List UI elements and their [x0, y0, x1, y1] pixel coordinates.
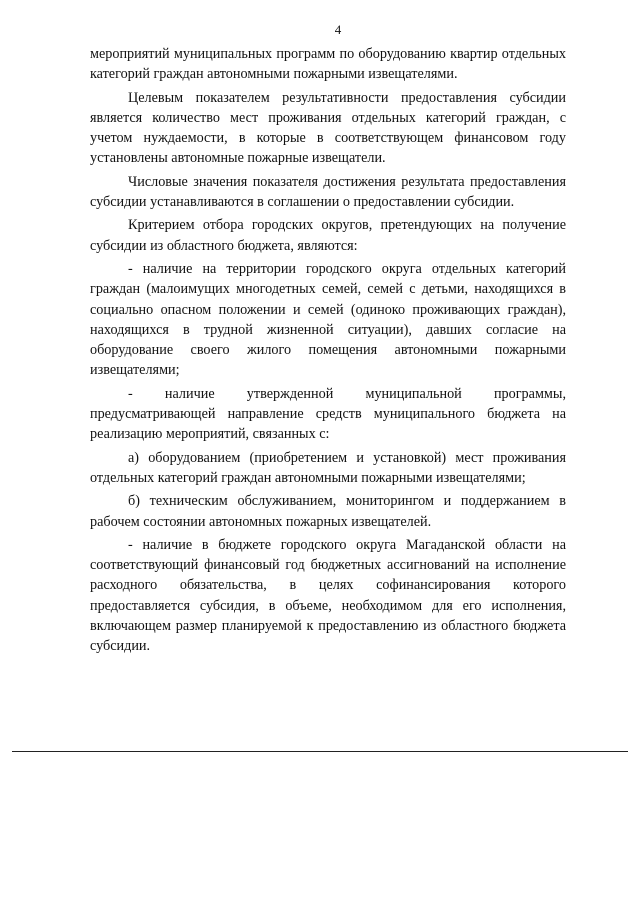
subitem-b-maintenance: б) техническим обслуживанием, мониторингом и поддержанием в рабочем состоянии автономных пожарных извещателей. — [90, 493, 566, 530]
subitem-a-equipment: а) оборудованием (приобретением и установкой) мест проживания отдельных категорий граждан автономными пожарными извещателями; — [90, 449, 566, 486]
paragraph-continuation: мероприятий муниципальных программ по оборудованию квартир отдельных категорий граждан автономными пожарными извещателями. — [90, 46, 566, 83]
paragraph-selection-criteria: Критерием отбора городских округов, претендующих на получение субсидии из областного бюджета, являются: — [90, 217, 566, 254]
footer-divider — [12, 751, 628, 752]
criterion-item-budget: - наличие в бюджете городского округа Магаданской области на соответствующий финансовый год бюджетных ассигнований на исполнение расходного обязательства, в целях софинансирования которого предоставляется субсидия, в объеме, необходимом для его исполнения, включающем размер планируемой к предоставлению из областного бюджета субсидии. — [90, 536, 566, 655]
paragraph-indicator-values: Числовые значения показателя достижения результата предоставления субсидии устанавливаются в соглашении о предоставлении субсидии. — [90, 173, 566, 211]
document-body — [90, 44, 566, 657]
paragraph-target-indicator: Целевым показателем результативности предоставления субсидии является количество мест проживания отдельных категорий граждан, с учетом нуждаемости, в которые в соответствующем финансовом году установлены автономные пожарные извещатели. — [90, 89, 566, 167]
criterion-item-program: - наличие утвержденной муниципальной программы, предусматривающей направление средств муниципального бюджета на реализацию мероприятий, связанных с: — [90, 385, 566, 443]
criterion-item-categories: - наличие на территории городского округа отдельных категорий граждан (малоимущих многодетных семей, семей с детьми, находящихся в социально опасном положении и семей (одиноко проживающих граждан), находящихся в трудной жизненной ситуации), давших согласие на оборудование своего жилого помещения автономными пожарными извещателями; — [90, 260, 566, 379]
page-number: 4 — [334, 22, 342, 37]
